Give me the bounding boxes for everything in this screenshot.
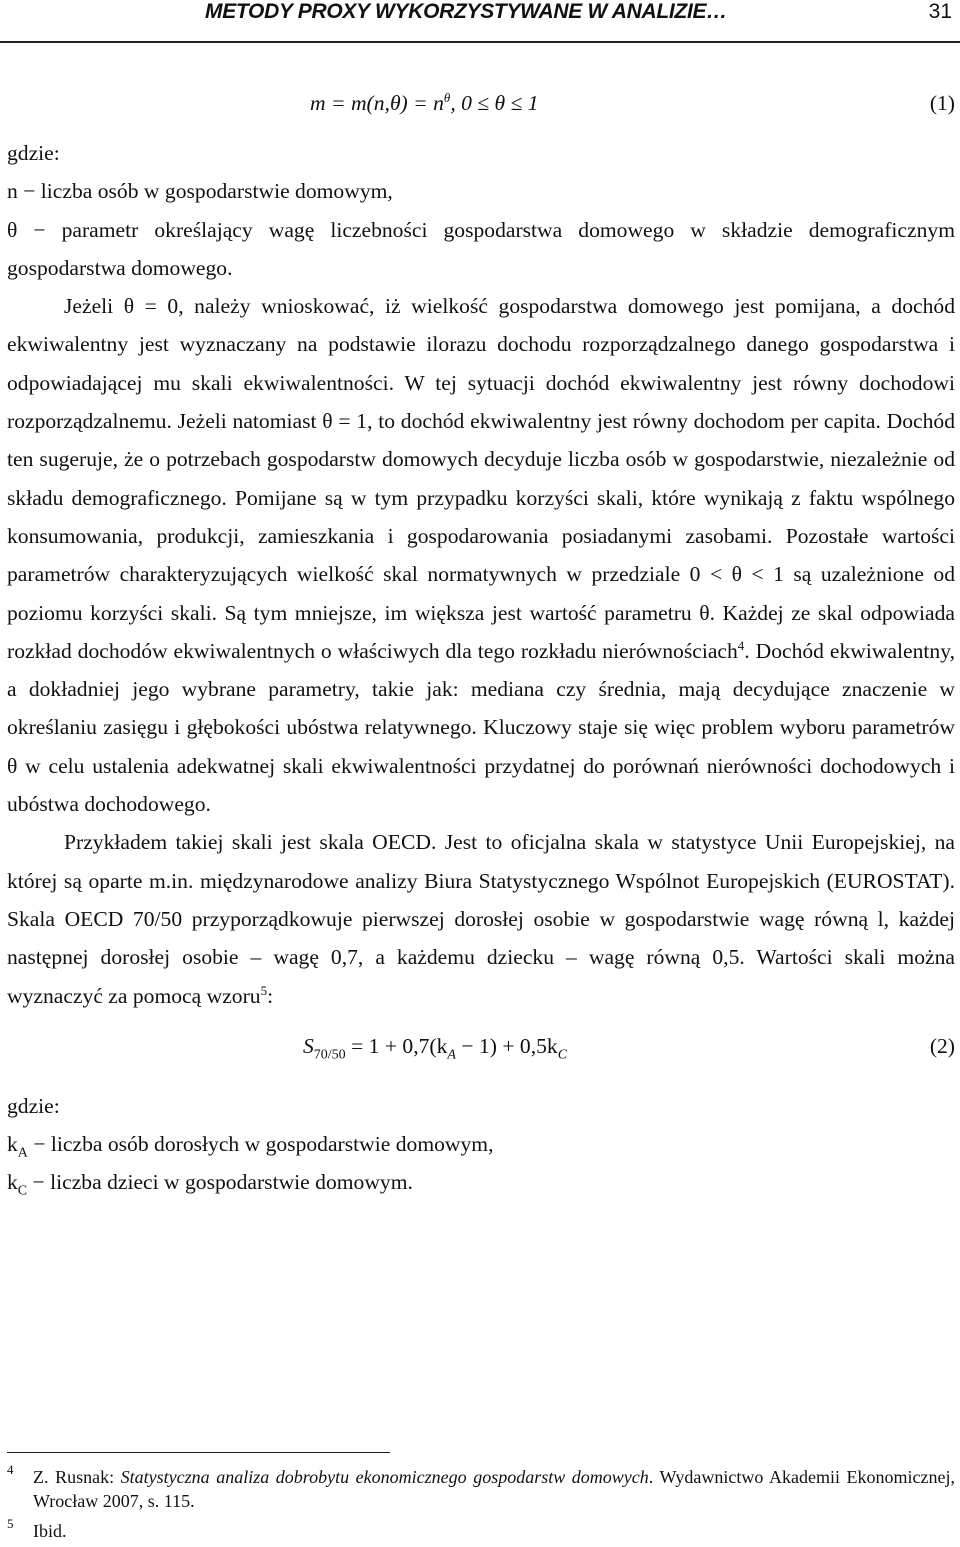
footnote-ref-5[interactable]: 5 [260,982,268,998]
definition-theta: θ − parametr określający wagę liczebności gospodarstwa domowego w składzie demograficznym gospodarstwa domowego. [7,217,955,280]
page-header [0,0,960,44]
definition-kc: $k_C$ − liczba dzieci w gospodarstwie domowym. [7,1170,413,1199]
equation-2-formula: $S_{70/50} = 1 + 0,7(k_A - 1) + 0,5k_C$ [303,1033,568,1063]
paragraph-1: Jeżeli θ = 0, należy wnioskować, iż wielkość gospodarstwa domowego jest pomijana, a dochód ekwiwalentny jest wyznaczany na podstawie ilorazu dochodu rozporządzalnego danego gospodarstwa i odpowiadającej mu skali ekwiwalentności. W tej sytuacji dochód ekwiwalentny jest równy dochodowi rozporządzalnemu. Jeżeli natomiast θ = 1, to dochód ekwiwalentny jest równy dochodom per capita. Dochód ten sugeruje, że o potrzebach gospodarstw domowych decyduje liczba osób w gospodarstwie, niezależnie od składu demograficznego. Pomijane są w tym przypadku korzyści skali, które wynikają z faktu wspólnego konsumowania, produkcji, zamieszkania i gospodarowania posiadanymi zasobami. Pozostałe wartości parametrów charakteryzujących wielkość skal normatywnych w przedziale 0 < θ < 1 są uzależnione od poziomu korzyści skali. Są tym mniejsze, im większa jest wartość parametru θ. Każdej ze skal odpowiada rozkład dochodów ekwiwalentnych o właściwych dla tego rozkładu nierównościach$^4$. Dochód ekwiwalentny, a dokładniej jego wybrane parametry, takie jak: mediana czy średnia, mają decydujące znaczenie w określaniu zasięgu i głębokości ubóstwa relatywnego. Kluczowy staje się więc problem wyboru parametrów θ w celu ustalenia adekwatnej skali ekwiwalentności przydatnej do porównań nierówności dochodowych i ubóstwa dochodowego. [7,294,955,817]
footnotes [7,1452,955,1543]
footnote-5: 5 Ibid. [7,1519,955,1543]
header-rule [0,41,960,43]
page-body [7,78,955,1202]
where-label-2: gdzie: [7,1093,60,1118]
definition-ka: $k_A$ − liczba osób dorosłych w gospodarstwie domowym, [7,1132,494,1161]
where-label-1: gdzie: [7,141,60,165]
equation-2 [7,1015,955,1087]
page-number: 31 [928,0,952,23]
equation-1-formula: $m = m(n,\theta) = n^\theta$, 0 ≤ θ ≤ 1 [310,89,539,115]
footnote-4: 4 Z. Rusnak: Statystyczna analiza dobrobytu ekonomicznego gospodarstw domowych. Wydawnictwo Akademii Ekonomicznej, Wrocław 2007, s. 115. [7,1465,955,1513]
footnote-book-title: Statystyczna analiza dobrobytu ekonomicznego gospodarstw domowych [120,1467,649,1487]
equation-1-number: (1) [929,91,955,115]
equation-1 [7,78,955,134]
footnote-rule [7,1452,390,1453]
equation-2-number: (2) [929,1033,955,1058]
running-title: METODY PROXY WYKORZYSTYWANE W ANALIZIE… [205,0,727,23]
footnote-mark: 4 [7,1462,14,1477]
definition-n: n − liczba osób w gospodarstwie domowym, [7,179,393,204]
paragraph-2: Przykładem takiej skali jest skala OECD. Jest to oficjalna skala w statystyce Unii Europejskiej, na której są oparte m.in. międzynarodowe analizy Biura Statystycznego Wspólnot Europejskich (EUROSTAT). Skala OECD 70/50 przyporządkowuje pierwszej dorosłej osobie w gospodarstwie wagę równą l, każdej następnej dorosłej osobie – wagę 0,7, a każdemu dziecku – wagę równą 0,5. Wartości skali można wyznaczyć za pomocą wzoru$^5$: [7,830,955,1008]
footnote-ref-4[interactable]: 4 [737,637,745,653]
footnote-mark: 5 [7,1516,14,1531]
